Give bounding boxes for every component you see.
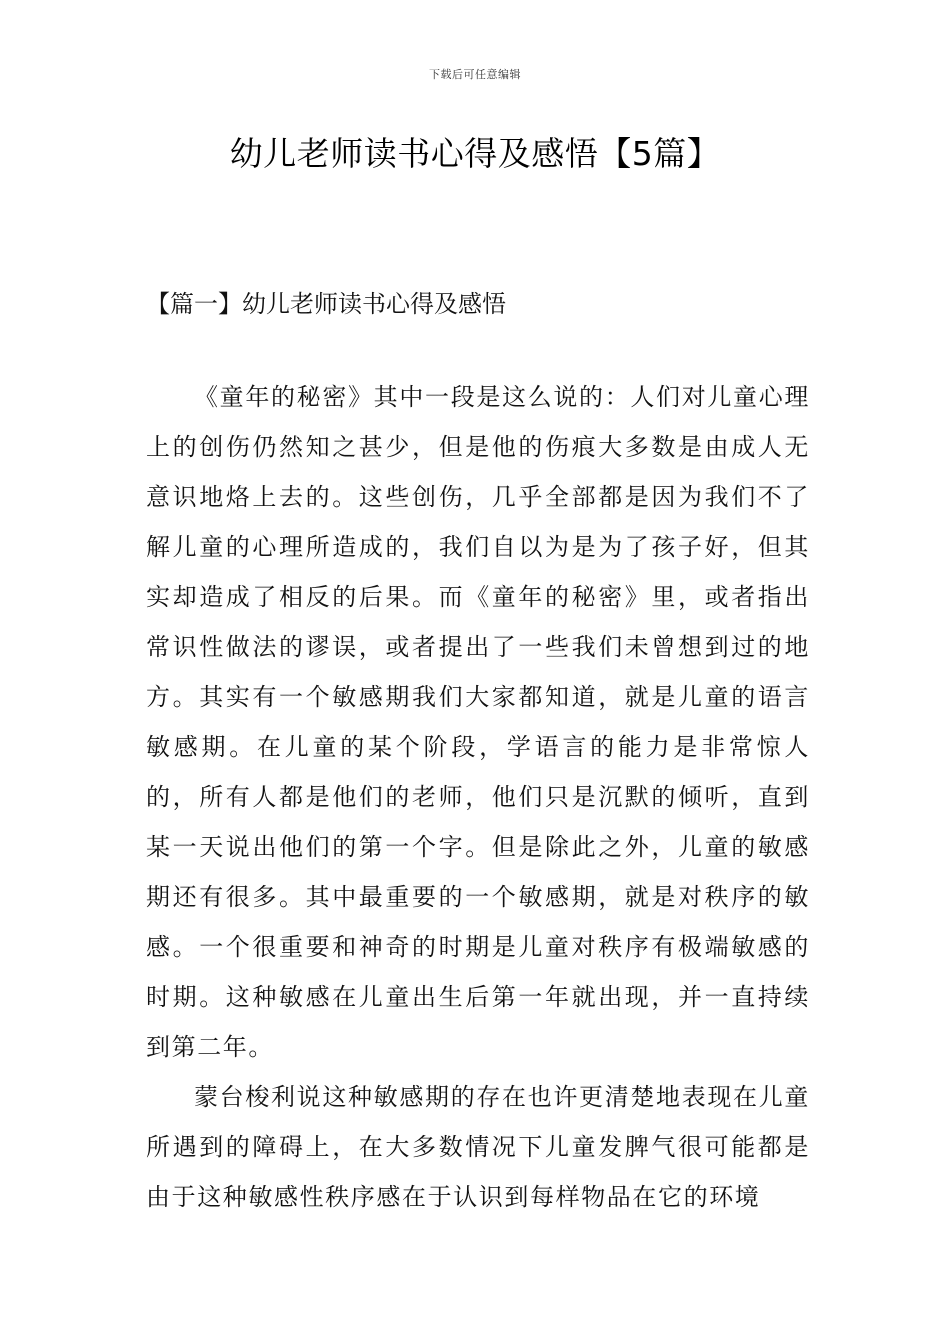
document-body — [146, 372, 810, 1222]
paragraph-2: 蒙台梭利说这种敏感期的存在也许更清楚地表现在儿童所遇到的障碍上，在大多数情况下儿童发脾气很可能都是由于这种敏感性秩序感在于认识到每样物品在它的环境 — [146, 1083, 810, 1211]
paragraph-1: 《童年的秘密》其中一段是这么说的：人们对儿童心理上的创伤仍然知之甚少，但是他的伤痕大多数是由成人无意识地烙上去的。这些创伤，几乎全部都是因为我们不了解儿童的心理所造成的，我们自以为是为了孩子好，但其实却造成了相反的后果。而《童年的秘密》里，或者指出常识性做法的谬误，或者提出了一些我们未曾想到过的地方。其实有一个敏感期我们大家都知道，就是儿童的语言敏感期。在儿童的某个阶段，学语言的能力是非常惊人的，所有人都是他们的老师，他们只是沉默的倾听，直到某一天说出他们的第一个字。但是除此之外，儿童的敏感期还有很多。其中最重要的一个敏感期，就是对秩序的敏感。一个很重要和神奇的时期是儿童对秩序有极端敏感的时期。这种敏感在儿童出生后第一年就出现，并一直持续到第二年。 — [146, 383, 810, 1061]
document-title: 幼儿老师读书心得及感悟【5篇】 — [229, 134, 721, 173]
header-note: 下载后可任意编辑 — [429, 68, 521, 81]
section-heading: 【篇一】幼儿老师读书心得及感悟 — [146, 290, 506, 318]
